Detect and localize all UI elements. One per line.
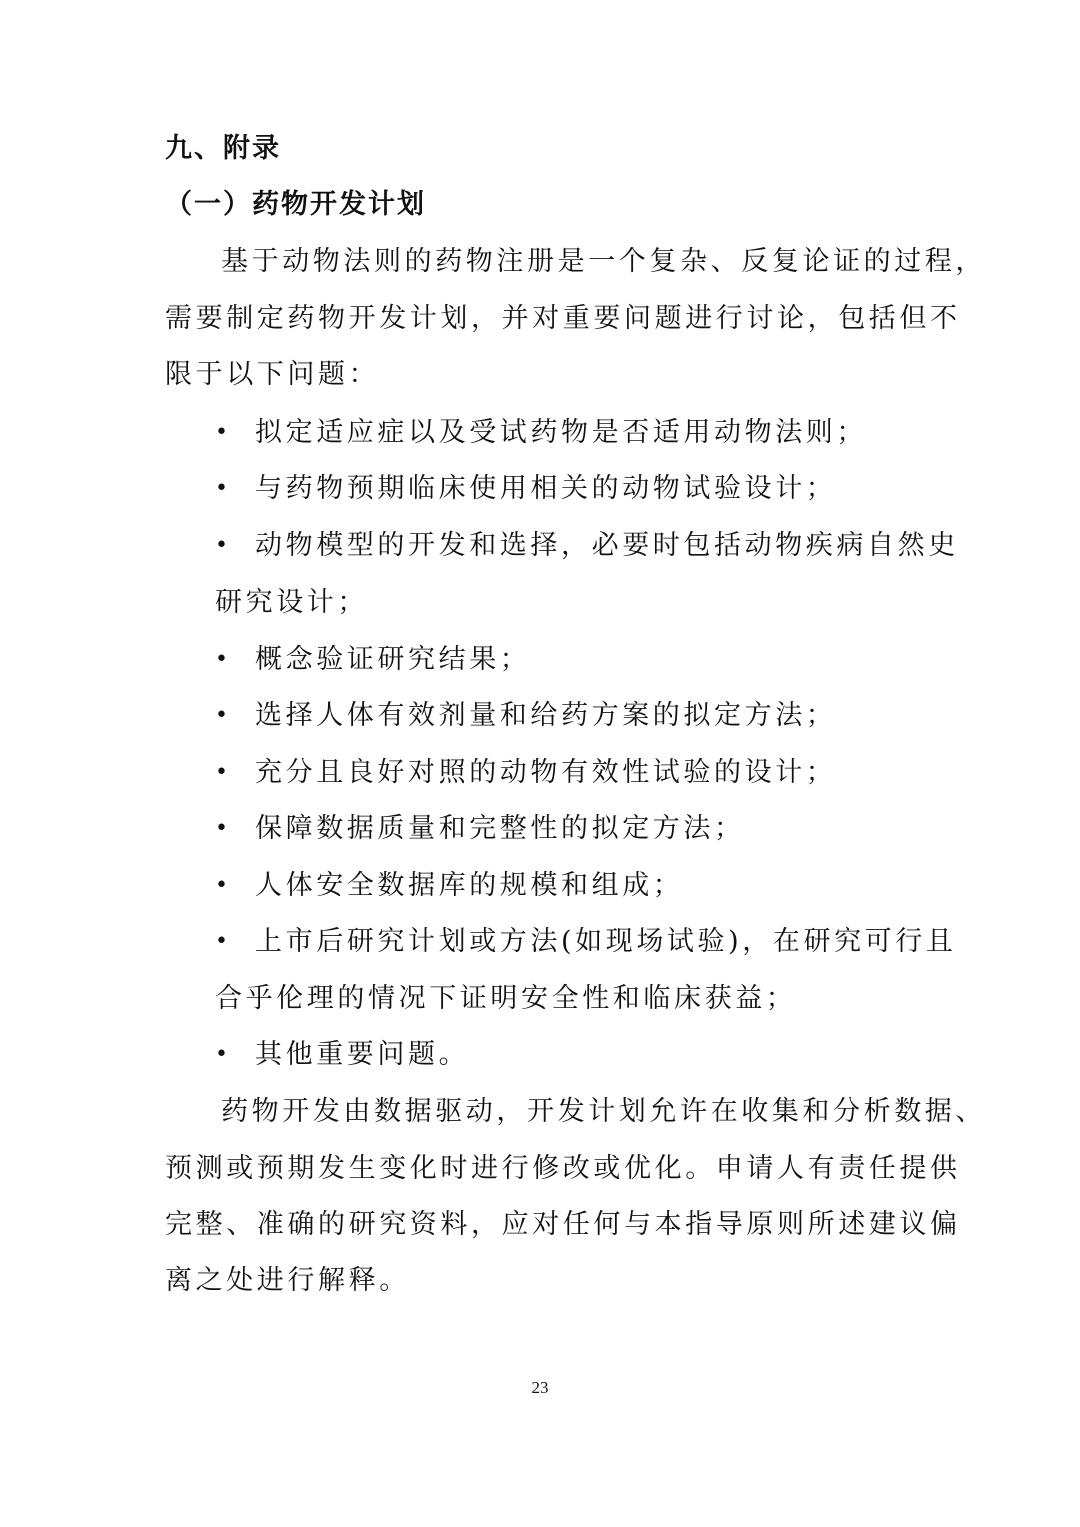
subsection-heading: （一）药物开发计划	[165, 189, 426, 220]
bullet-icon: •	[215, 873, 228, 898]
bullet-icon: •	[215, 533, 228, 558]
list-item-text: 选择人体有效剂量和给药方案的拟定方法；	[255, 700, 837, 731]
list-item-text: 动物模型的开发和选择，必要时包括动物疾病自然史	[255, 530, 959, 561]
list-item-text: 拟定适应症以及受试药物是否适用动物法则；	[255, 417, 867, 448]
bullet-icon: •	[215, 929, 228, 954]
list-item-text: 概念验证研究结果；	[255, 644, 531, 675]
bullet-icon: •	[215, 1042, 228, 1067]
bullet-icon: •	[215, 760, 228, 785]
list-item-text: 充分且良好对照的动物有效性试验的设计；	[255, 757, 837, 788]
list-item-text: 上市后研究计划或方法(如现场试验)，在研究可行且	[255, 926, 957, 957]
bullet-icon: •	[215, 816, 228, 841]
list-item-text-continued: 研究设计；	[215, 587, 368, 618]
bullet-icon: •	[215, 647, 228, 672]
paragraph-line: 药物开发由数据驱动，开发计划允许在收集和分析数据、	[221, 1096, 986, 1127]
paragraph-line: 基于动物法则的药物注册是一个复杂、反复论证的过程，	[221, 246, 986, 277]
bullet-icon: •	[215, 420, 228, 445]
paragraph-line: 限于以下问题：	[165, 359, 380, 390]
list-item-text: 其他重要问题。	[255, 1039, 470, 1070]
paragraph-line: 完整、准确的研究资料，应对任何与本指导原则所述建议偏	[165, 1209, 961, 1240]
section-heading: 九、附录	[165, 133, 281, 164]
list-item-text: 保障数据质量和完整性的拟定方法；	[255, 813, 745, 844]
page-number: 23	[531, 1378, 549, 1397]
list-item-text-continued: 合乎伦理的情况下证明安全性和临床获益；	[215, 983, 797, 1014]
list-item-text: 与药物预期临床使用相关的动物试验设计；	[255, 473, 837, 504]
paragraph-line: 需要制定药物开发计划，并对重要问题进行讨论，包括但不	[165, 303, 961, 334]
bullet-icon: •	[215, 476, 228, 501]
paragraph-line: 离之处进行解释。	[165, 1265, 410, 1296]
bullet-icon: •	[215, 703, 228, 728]
paragraph-line: 预测或预期发生变化时进行修改或优化。申请人有责任提供	[165, 1153, 961, 1184]
list-item-text: 人体安全数据库的规模和组成；	[255, 870, 684, 901]
